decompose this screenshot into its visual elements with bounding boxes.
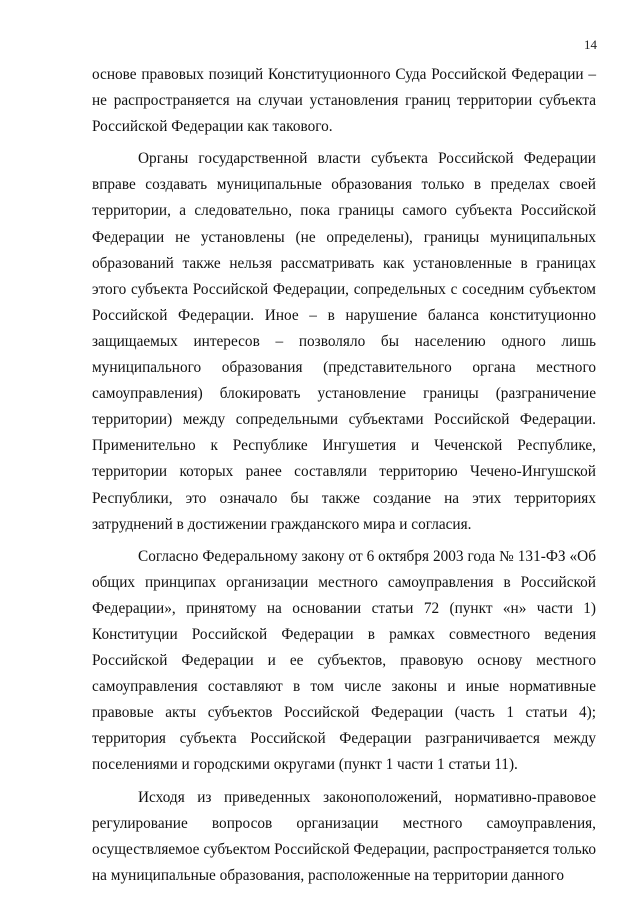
paragraph-continuation: основе правовых позиций Конституционного Суда Российской Федерации – не распространяется на случаи установления границ территории субъекта Российской Федерации как такового. <box>92 66 596 136</box>
page-number: 14 <box>584 37 597 52</box>
paragraph-municipal-boundaries: Органы государственной власти субъекта Российской Федерации вправе создавать муниципальные образования только в пределах своей территории, а следовательно, пока границы самого субъекта Российской Федерации не установлены (не определены), границы муниципальных образований также нельзя рассматривать как установленные в границах этого субъекта Российской Федерации, сопредельных с соседним субъектом Российской Федерации. Иное – в нарушение баланса конституционно защищаемых интересов – позволяло бы населению одного лишь муниципального образования (представительного органа местного самоуправления) блокировать установление границы (разграничение территории) между сопредельными субъектами Российской Федерации. Применительно к Республике Ингушетия и Чеченской Республике, территории которых ранее составляли территорию Чечено-Ингушской Республики, это означало бы также создание на этих территориях затруднений в достижении гражданского мира и согласия. <box>92 150 596 533</box>
paragraph-federal-law: Согласно Федеральному закону от 6 октября 2003 года № 131-ФЗ «Об общих принципах организации местного самоуправления в Российской Федерации», принятому на основании статьи 72 (пункт «н» части 1) Конституции Российской Федерации в рамках совместного ведения Российской Федерации и ее субъектов, правовую основу местного самоуправления составляют в том числе законы и иные нормативные правовые акты субъектов Российской Федерации (часть 1 статьи 4); территория субъекта Российской Федерации разграничивается между поселениями и городскими округами (пункт 1 части 1 статьи 11). <box>92 547 596 774</box>
paragraph-regulation: Исходя из приведенных законоположений, нормативно-правовое регулирование вопросов организации местного самоуправления, осуществляемое субъектом Российской Федерации, распространяется только на муниципальные образования, расположенные на территории данного <box>92 788 596 884</box>
document-body <box>92 62 596 889</box>
